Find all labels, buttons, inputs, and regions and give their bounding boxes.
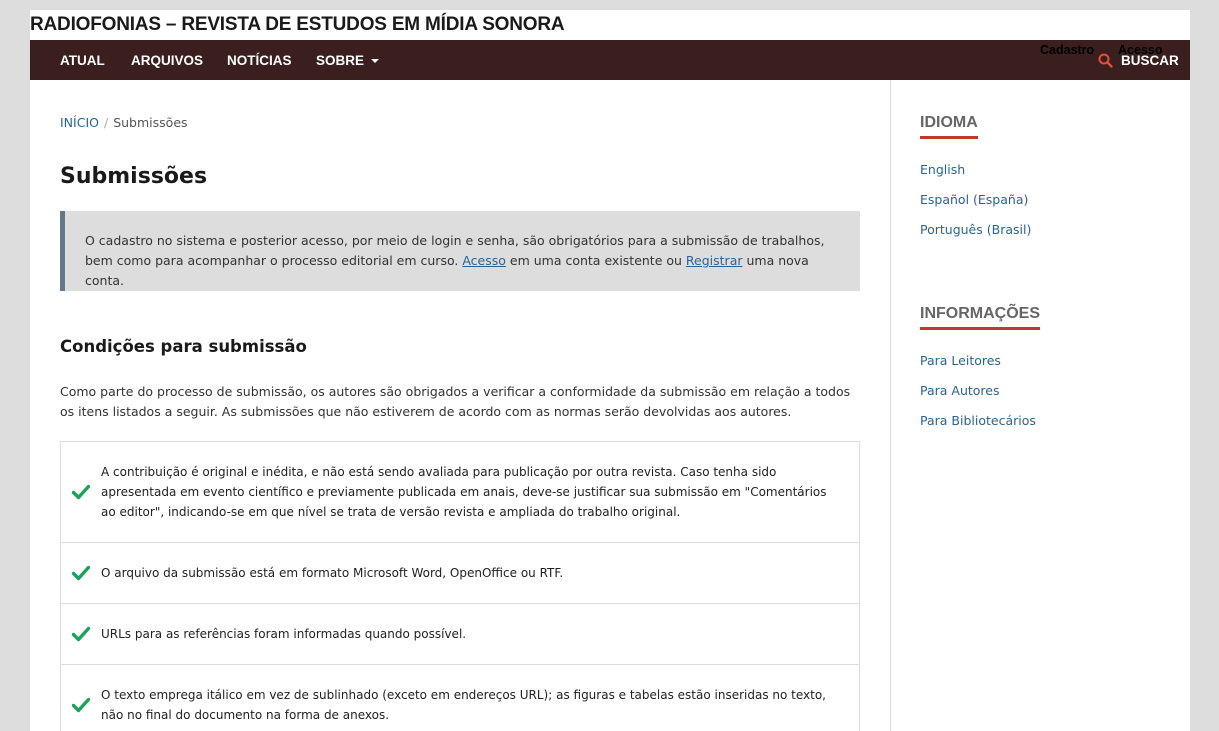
checklist-item-text: O texto emprega itálico em vez de sublinhado (exceto em endereços URL); as figuras e tabelas estão inseridas no texto, não no final do documento na forma de anexos. [101, 688, 826, 722]
breadcrumb [60, 115, 188, 130]
breadcrumb-separator: / [103, 115, 109, 130]
info-link-authors[interactable]: Para Autores [920, 383, 1000, 398]
search-icon [1098, 53, 1113, 68]
breadcrumb-home-link[interactable]: INÍCIO [60, 115, 99, 130]
notice-text-before: O cadastro no sistema e posterior acesso, por meio de login e senha, são obrigatórios para a submissão de trabalhos, bem como para acompanhar o processo editorial em curso. [85, 233, 825, 268]
page-title: Submissões [60, 164, 208, 189]
notice-text-middle: em uma conta existente ou [505, 253, 686, 268]
language-item [920, 215, 1031, 245]
conditions-intro: Como parte do processo de submissão, os autores são obrigados a verificar a conformidade da submissão em relação a todos os itens listados a seguir. As submissões que não estiverem de acordo com as normas serão devolvidas aos autores. [60, 384, 851, 419]
language-item [920, 155, 1031, 185]
checkmark-icon [72, 697, 90, 713]
language-link-english[interactable]: English [920, 162, 966, 177]
info-item [920, 406, 1040, 436]
checkmark-icon [72, 484, 90, 500]
checklist-item [61, 665, 859, 731]
language-link-espanol[interactable]: Español (España) [920, 192, 1029, 207]
checkmark-icon [72, 626, 90, 642]
language-item [920, 185, 1031, 215]
language-link-portugues[interactable]: Português (Brasil) [920, 222, 1032, 237]
checklist-item-text: URLs para as referências foram informadas quando possível. [101, 627, 467, 641]
breadcrumb-current: Submissões [113, 115, 188, 130]
language-block [920, 112, 1031, 245]
register-link[interactable]: Cadastro [1040, 43, 1095, 57]
info-list [920, 346, 1040, 436]
info-block [920, 303, 1040, 436]
checklist-item [61, 604, 859, 665]
login-link[interactable]: Acesso [1118, 43, 1163, 57]
page-container [30, 10, 1190, 731]
nav-item-atual[interactable]: ATUAL [60, 53, 105, 68]
checklist-item-text: A contribuição é original e inédita, e não está sendo avaliada para publicação por outra revista. Caso tenha sido apresentada em evento científico e previamente publicada em anais, deve-se justificar sua submissão em "Comentários ao editor", indicando-se em que nível se trata de versão revista e ampliada do trabalho original. [101, 465, 827, 519]
sidebar [890, 80, 1190, 731]
nav-item-noticias[interactable]: NOTÍCIAS [227, 53, 292, 68]
main-content [30, 80, 890, 731]
info-title: INFORMAÇÕES [920, 305, 1040, 330]
chevron-down-icon [371, 59, 379, 63]
notice-register-link[interactable]: Registrar [685, 253, 743, 268]
search-link[interactable] [1097, 40, 1179, 80]
info-item [920, 376, 1040, 406]
nav-item-sobre-label: SOBRE [316, 53, 365, 68]
checkmark-icon [72, 565, 90, 581]
info-item [920, 346, 1040, 376]
info-link-readers[interactable]: Para Leitores [920, 353, 1001, 368]
search-label: BUSCAR [1121, 53, 1179, 68]
site-title[interactable]: RADIOFONIAS – REVISTA DE ESTUDOS EM MÍDIA SONORA [30, 14, 565, 35]
language-list [920, 155, 1031, 245]
main-navbar [30, 40, 1190, 80]
checklist-item [61, 543, 859, 604]
submission-checklist [60, 441, 860, 731]
nav-item-sobre[interactable] [316, 40, 379, 80]
notice-text-after: uma nova conta. [85, 253, 809, 288]
login-notice [60, 211, 860, 291]
checklist-item-text: O arquivo da submissão está em formato Microsoft Word, OpenOffice ou RTF. [101, 566, 564, 580]
conditions-heading: Condições para submissão [60, 337, 307, 356]
info-link-librarians[interactable]: Para Bibliotecários [920, 413, 1036, 428]
notice-login-link[interactable]: Acesso [462, 253, 506, 268]
nav-item-arquivos[interactable]: ARQUIVOS [131, 53, 204, 68]
checklist-item [61, 442, 859, 543]
language-title: IDIOMA [920, 114, 978, 139]
